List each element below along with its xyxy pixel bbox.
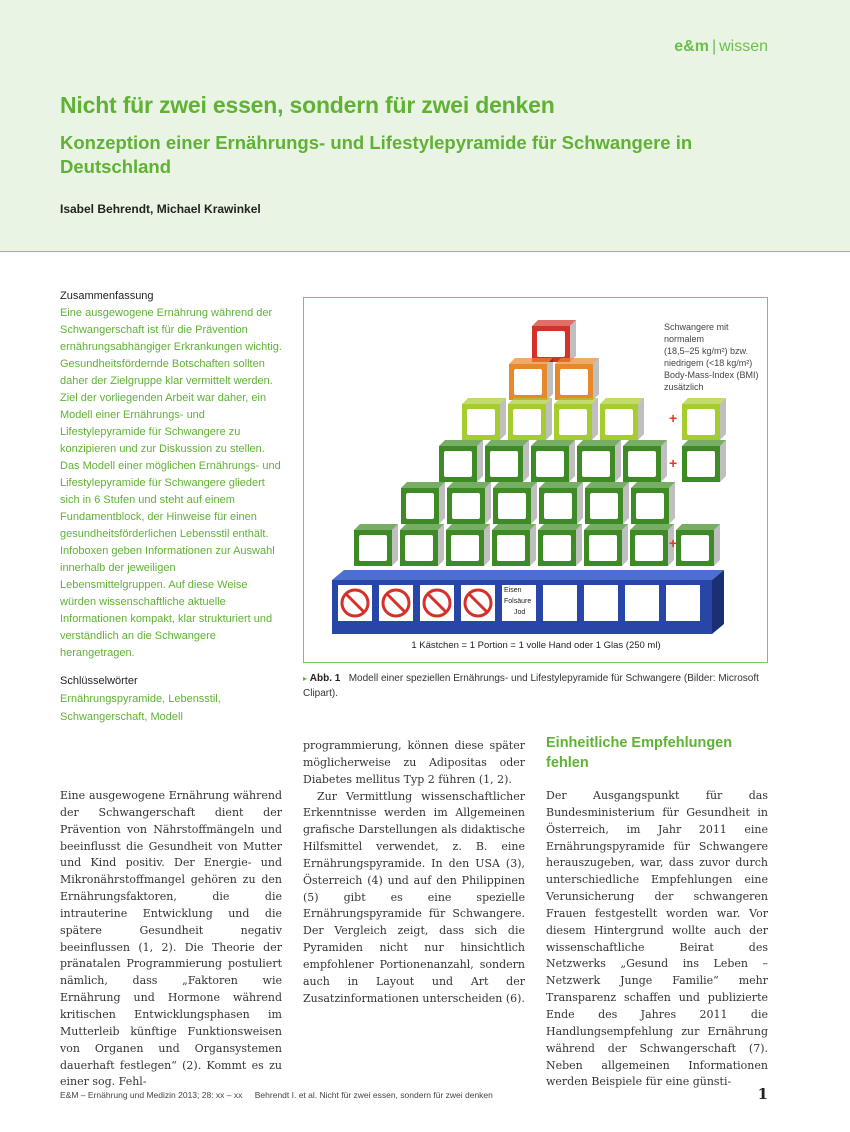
pyramid-figure — [303, 297, 768, 663]
figure-caption — [303, 671, 768, 701]
lifestyle-tile — [584, 585, 618, 621]
pyramid-box — [492, 524, 536, 566]
pyramid-box — [539, 482, 583, 524]
page-footer — [60, 1090, 503, 1100]
plus-sign: + — [669, 455, 678, 471]
pyramid-box — [447, 482, 491, 524]
pyramid-box — [538, 524, 582, 566]
figure-note-line: Body-Mass-Index (BMI) — [664, 370, 759, 380]
figure-note — [664, 322, 759, 392]
pyramid-box — [354, 524, 398, 566]
lifestyle-tile — [666, 585, 700, 621]
figure-note-line: normalem — [664, 334, 705, 344]
body-column-1 — [60, 788, 282, 1091]
pyramid-box — [401, 482, 445, 524]
pyramid-box — [584, 524, 628, 566]
nutrient-label-folate: Folsäure — [504, 598, 532, 605]
body-paragraph: Zur Vermittlung wissenschaftlicher Erkenntnisse werden im Allgemeinen grafische Darstellungen als didaktische Hilfsmittel verwendet, z. B. eine Ernährungspyramide. In den USA (3), Österreich (4) und auf den Philippinen (5) gibt es eine spezielle Ernährungspyramide für Schwangere. Der Vergleich zeigt, dass sich die Pyramiden nicht nur hinsichtlich empfohlener Portionenanzahl, sondern auch in Layout und Art der Zusatzinformationen unterscheiden (6). — [303, 789, 525, 1005]
pyramid-box — [600, 398, 644, 440]
caption-marker-icon: ▸ — [303, 674, 308, 683]
article-title: Nicht für zwei essen, sondern für zwei denken — [60, 92, 555, 118]
pyramid-box — [493, 482, 537, 524]
base-label: 1 Kästchen = 1 Portion = 1 volle Hand oder 1 Glas (250 ml) — [411, 640, 661, 651]
caption-label: Abb. 1 — [309, 673, 341, 684]
pyramid-illustration — [304, 298, 767, 662]
body-paragraph: Der Ausgangspunkt für das Bundesministerium für Gesundheit in Österreich, im Jahr 2011 eine Ernährungspyramide für Schwangere herauszugeben, war, dass zuvor durch unterschiedliche Empfehlungen eine Verunsicherung der schwangeren Frauen festgestellt worden war. Vor diesem Hintergrund wollte auch der wissenschaftliche Beirat des Netzwerks „Gesund ins Leben – Netzwerk Junge Familie“ mehr Transparenz schaffen und publizierte Ende des Jahres 2011 die Handlungsempfehlung zur Ernährung während der Schwangerschaft (7). Neben allgemeinen Informationen werden Beispiele für eine günsti- — [546, 789, 768, 1089]
figure-note-line: zusätzlich — [664, 382, 704, 392]
pyramid-box — [554, 398, 598, 440]
pyramid-box — [555, 358, 599, 400]
abstract-heading: Zusammenfassung — [60, 290, 154, 302]
figure-note-line: niedrigem (<18 kg/m²) — [664, 358, 753, 368]
lifestyle-tile — [543, 585, 577, 621]
figure-note-line: Schwangere mit — [664, 322, 729, 332]
pyramid-box — [623, 440, 667, 482]
section-heading: Einheitliche Empfehlungen fehlen — [546, 735, 733, 771]
body-paragraph: programmierung, können diese später möglicherweise zu Adipositas oder Diabetes mellitus Typ 2 führen (1, 2). — [303, 739, 525, 786]
pyramid-box — [682, 440, 726, 482]
page-number: 1 — [757, 1085, 768, 1103]
pyramid-box — [439, 440, 483, 482]
pyramid-box — [508, 398, 552, 440]
caption-text: Modell einer speziellen Ernährungs- und Lifestylepyramide für Schwangere (Bilder: Microsoft Clipart). — [303, 673, 759, 699]
abstract-column — [60, 290, 282, 726]
pyramid-box — [631, 482, 675, 524]
keywords-heading: Schlüsselwörter — [60, 675, 138, 687]
pyramid-box — [676, 524, 720, 566]
footer-citation: Behrendt I. et al. Nicht für zwei essen, sondern für zwei denken — [254, 1090, 493, 1100]
keywords-text: Ernährungspyramide, Lebensstil, Schwangerschaft, Modell — [60, 693, 221, 723]
body-paragraph: Eine ausgewogene Ernährung während der Schwangerschaft dient der Prävention von Nährstoffmängeln und beeinflusst die Gesundheit von Mutter und Kind positiv. Der Energie- und Mikronährstoffmangel gehören zu den Ernährungsfaktoren, die die intrauterine Entwicklung und die spätere Gesundheit negativ beeinflussen (1, 2). Die Theorie der pränatalen Programmierung postuliert nämlich, dass „Faktoren wie Ernährung und Hormone während kritischen Entwicklungsphasen im Mutterleib künftige Funktionsweisen von Organen und Organsystemen dauerhaft festlegen“ (2). Kommt es zu einer sog. Fehl- — [60, 789, 282, 1089]
pyramid-box — [630, 524, 674, 566]
section-brand: e&m — [674, 38, 709, 55]
plus-sign: + — [669, 410, 678, 426]
nutrient-label-iodine: Jod — [514, 609, 526, 616]
pyramid-box — [462, 398, 506, 440]
plus-sign: + — [669, 535, 678, 551]
pyramid-box — [577, 440, 621, 482]
pyramid-box — [446, 524, 490, 566]
article-subtitle: Konzeption einer Ernährungs- und Lifestylepyramide für Schwangere in Deutschland — [60, 132, 693, 177]
section-tag — [674, 38, 768, 56]
abstract-text: Eine ausgewogene Ernährung während der Schwangerschaft ist für die Prävention ernährungsabhängiger Erkrankungen wichtig. Gesundheitsfördernde Botschaften sollten daher der Zielgruppe klar vermittelt werden. Ziel der vorliegenden Arbeit war daher, ein Modell einer Ernährungs- und Lifestylepyramide für Schwangere zu konzipieren und zur Diskussion zu stellen. Das Modell einer möglichen Ernährungs- und Lifestylepyramide für Schwangere gliedert sich in 6 Stufen und steht auf einem Fundamentblock, der Hinweise für einen gesundheitsförderlichen Lebensstil enthält. Infoboxen geben Informationen zur Auswahl innerhalb der jeweiligen Lebensmittelgruppen. Auf diese Weise würden wissenschaftliche aktuelle Informationen kompakt, klar strukturiert und verständlich an die Schwangere herangetragen. — [60, 307, 282, 659]
pyramid-box — [400, 524, 444, 566]
pyramid-box — [585, 482, 629, 524]
body-column-2 — [303, 738, 525, 1008]
section-name: wissen — [719, 38, 768, 55]
footer-journal: E&M – Ernährung und Medizin 2013; 28: xx – xx — [60, 1090, 243, 1100]
figure-note-line: (18,5–25 kg/m²) bzw. — [664, 346, 749, 356]
body-column-3 — [546, 788, 768, 1091]
lifestyle-tile — [625, 585, 659, 621]
authors: Isabel Behrendt, Michael Krawinkel — [60, 202, 261, 216]
nutrient-label-iron: Eisen — [504, 587, 522, 594]
pyramid-box — [509, 358, 553, 400]
pyramid-box — [682, 398, 726, 440]
pyramid-box — [532, 320, 576, 362]
pyramid-box — [531, 440, 575, 482]
section-separator: | — [711, 38, 717, 55]
pyramid-box — [485, 440, 529, 482]
